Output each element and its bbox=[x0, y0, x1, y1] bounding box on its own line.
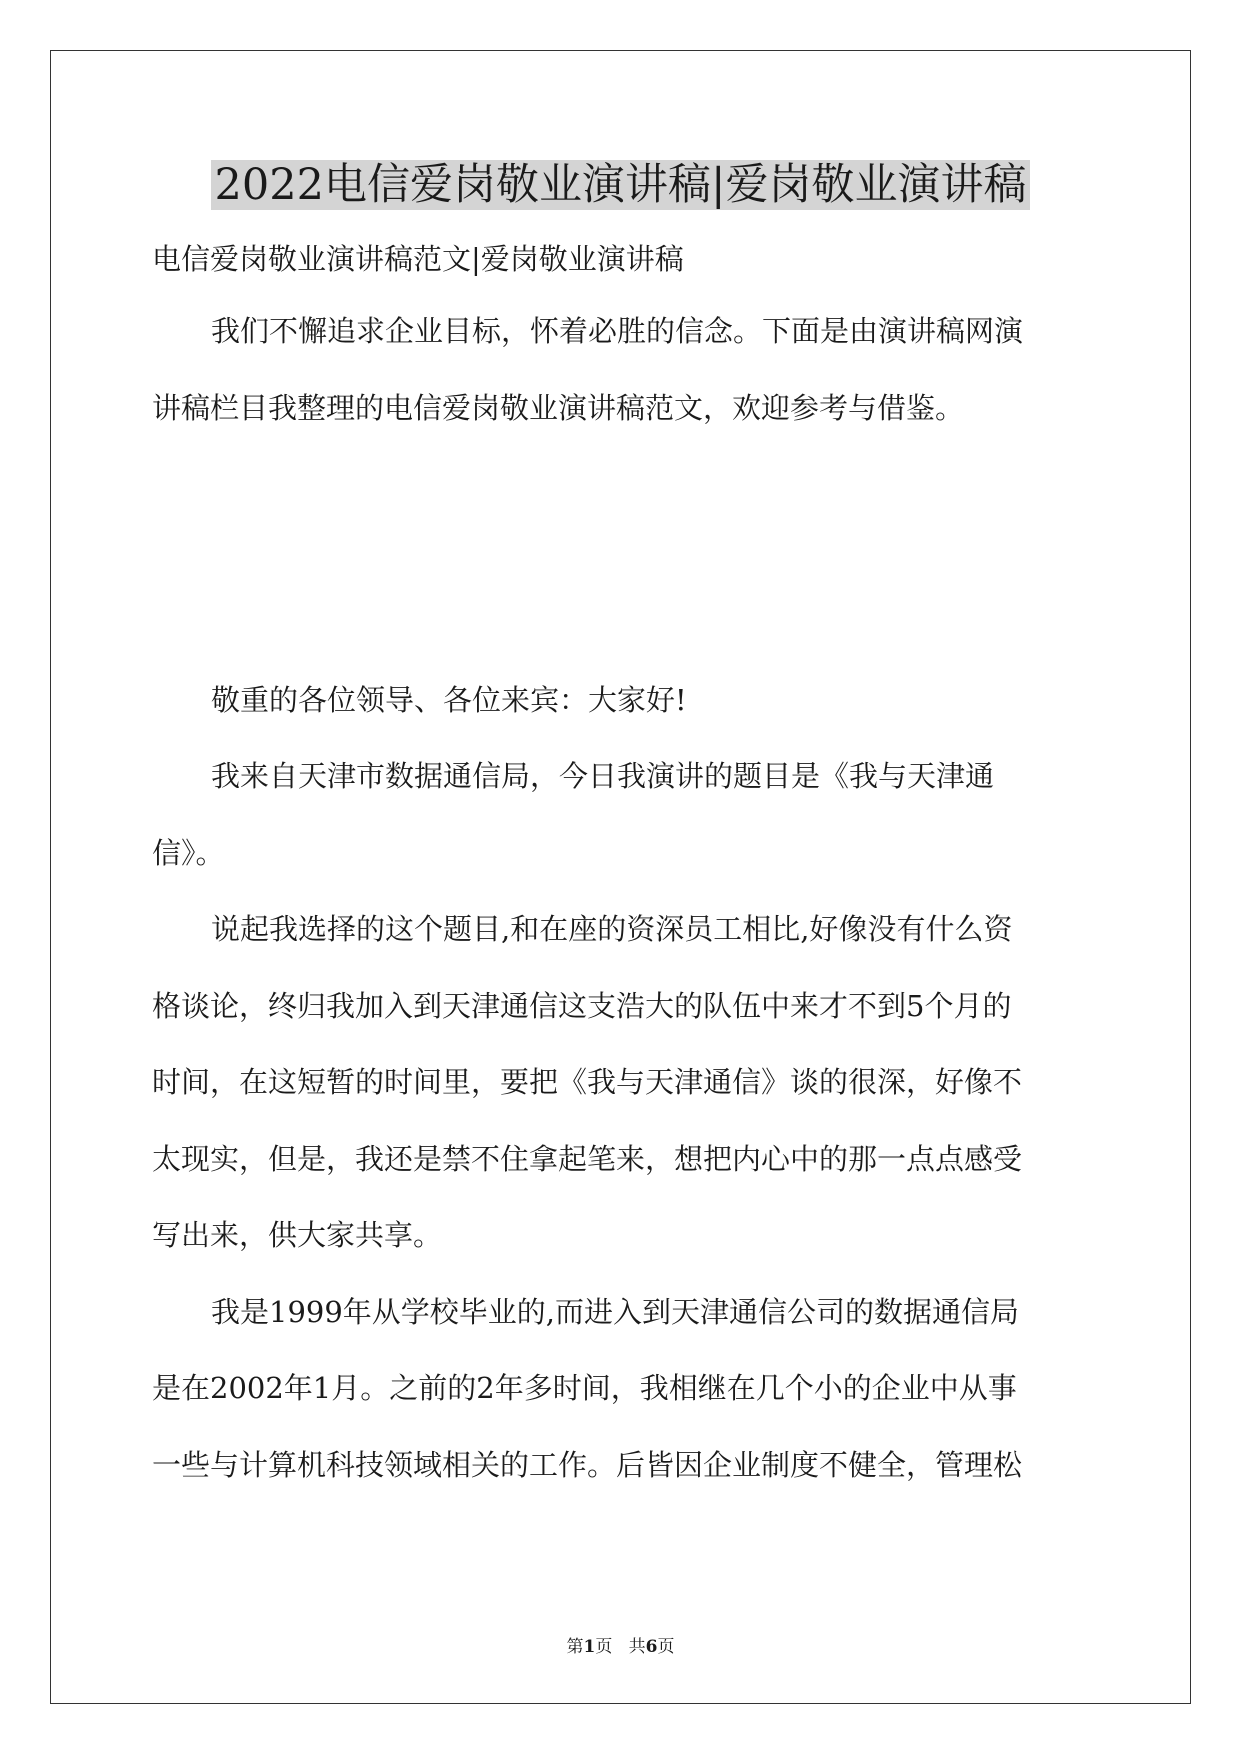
total-pages: 6 bbox=[645, 1637, 658, 1657]
greeting-line: 敬重的各位领导、各位来宾：大家好! bbox=[211, 683, 687, 717]
paragraph-3-line-3: 一些与计算机科技领域相关的工作。后皆因企业制度不健全，管理松 bbox=[152, 1448, 1023, 1482]
paragraph-1-line-2: 信》。 bbox=[152, 836, 225, 870]
document-title bbox=[0, 155, 1241, 215]
paragraph-3-line-1: 我是1999年从学校毕业的,而进入到天津通信公司的数据通信局 bbox=[211, 1295, 1020, 1329]
paragraph-3-line-2: 是在2002年1月。之前的2年多时间，我相继在几个小的企业中从事 bbox=[152, 1371, 1017, 1405]
paragraph-2-line-5: 写出来，供大家共享。 bbox=[152, 1218, 443, 1252]
paragraph-2-line-3: 时间，在这短暂的时间里，要把《我与天津通信》谈的很深，好像不 bbox=[152, 1065, 1023, 1099]
page-footer bbox=[0, 1635, 1241, 1659]
intro-line-2: 讲稿栏目我整理的电信爱岗敬业演讲稿范文，欢迎参考与借鉴。 bbox=[152, 391, 965, 425]
subtitle-line: 电信爱岗敬业演讲稿范文|爱岗敬业演讲稿 bbox=[152, 242, 684, 276]
total-prefix: 共 bbox=[628, 1637, 646, 1657]
page-suffix: 页 bbox=[595, 1637, 613, 1657]
paragraph-1-line-1: 我来自天津市数据通信局，今日我演讲的题目是《我与天津通 bbox=[211, 759, 995, 793]
paragraph-2-line-4: 太现实，但是，我还是禁不住拿起笔来，想把内心中的那一点点感受 bbox=[152, 1142, 1023, 1176]
document-title-text: 2022电信爱岗敬业演讲稿|爱岗敬业演讲稿 bbox=[211, 160, 1031, 210]
page-prefix: 第 bbox=[566, 1637, 584, 1657]
paragraph-2-line-2: 格谈论，终归我加入到天津通信这支浩大的队伍中来才不到5个月的 bbox=[152, 989, 1012, 1023]
page-number: 1 bbox=[583, 1637, 596, 1657]
total-suffix: 页 bbox=[657, 1637, 675, 1657]
intro-line-1: 我们不懈追求企业目标，怀着必胜的信念。下面是由演讲稿网演 bbox=[211, 314, 1024, 348]
paragraph-2-line-1: 说起我选择的这个题目,和在座的资深员工相比,好像没有什么资 bbox=[211, 912, 1013, 946]
